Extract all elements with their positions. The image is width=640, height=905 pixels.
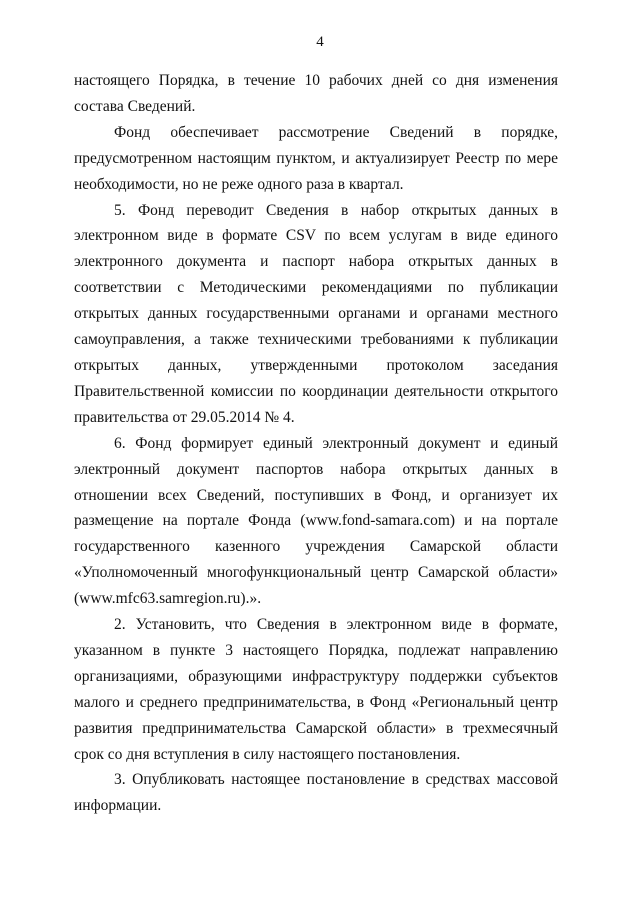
paragraph-clause-2: 2. Установить, что Сведения в электронном виде в формате, указанном в пункте 3 настоящего Порядка, подлежат направлению организациями, образующими инфраструктуру поддержки субъектов малого и среднего предпринимательства, в Фонд «Региональный центр развития предпринимательства Самарской области» в трехмесячный срок со дня вступления в силу настоящего постановления. [74,616,558,763]
paragraph-continuation: настоящего Порядка, в течение 10 рабочих дней со дня изменения состава Сведений. [74,72,558,115]
paragraph-fund-review: Фонд обеспечивает рассмотрение Сведений в порядке, предусмотренном настоящим пунктом, и актуализирует Реестр по мере необходимости, но не реже одного раза в квартал. [74,123,558,193]
paragraph-item-6: 6. Фонд формирует единый электронный документ и единый электронный документ паспортов набора открытых данных в отношении всех Сведений, поступивших в Фонд, и организует их размещение на портале Фонда (www.fond-samara.com) и на портале государственного казенного учреждения Самарской области «Уполномоченный многофункциональный центр Самарской области» (www.mfc63.samregion.ru).». [74,434,558,608]
page-number: 4 [316,34,324,50]
paragraph-item-5: 5. Фонд переводит Сведения в набор открытых данных в электронном виде в формате CSV по всем услугам в виде единого электронного документа и паспорт набора открытых данных в соответствии с Методическими рекомендациями по публикации открытых данных государственными органами и органами местного самоуправления, а также техническими требованиями к публикации открытых данных, утвержденными протоколом заседания Правительственной комиссии по координации деятельности открытого правительства от 29.05.2014 № 4. [74,201,558,426]
document-body [74,68,558,819]
paragraph-clause-3: 3. Опубликовать настоящее постановление в средствах массовой информации. [74,771,558,815]
